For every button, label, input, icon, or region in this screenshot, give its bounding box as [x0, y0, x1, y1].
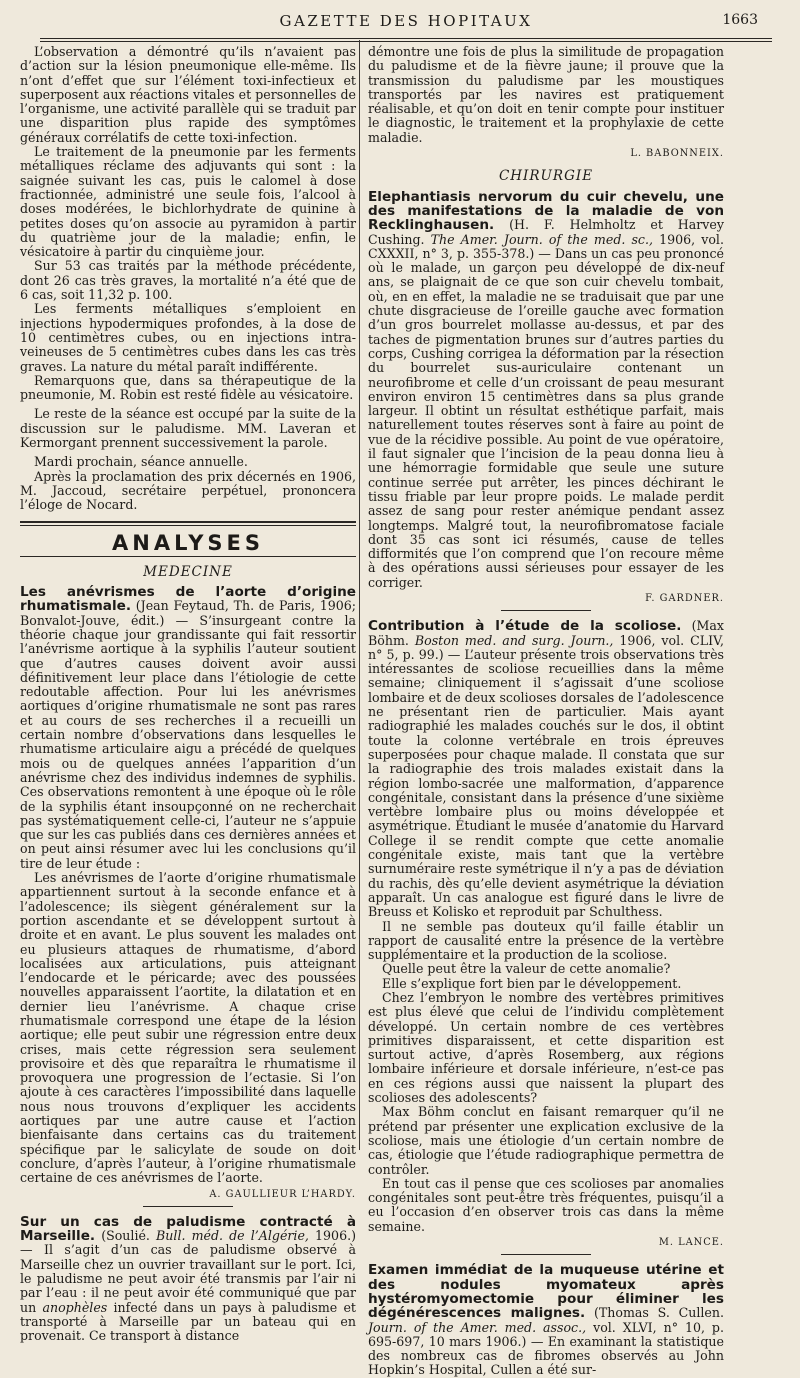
paragraph: Quelle peut être la valeur de cette anomalie? [382, 961, 671, 977]
article-scoliose [368, 619, 724, 919]
article-signature: M. LANCE. [658, 1237, 724, 1249]
article-title: Examen immédiat de la muqueuse utérine et des nodules myomateux après hystéromyomectomie pour éliminer les dégénérescences malignes. [368, 1262, 724, 1322]
subsection-title: MEDECINE [143, 563, 233, 580]
paragraph: Mardi prochain, séance annuelle. [34, 454, 248, 470]
section-rule-thin [20, 525, 356, 526]
paragraph: Elle s’explique fort bien par le développement. [382, 975, 682, 991]
article-elephantiasis [368, 190, 724, 590]
article-source-author: (Thomas S. Cullen. [593, 1305, 724, 1321]
article-title: Sur un cas de paludisme contracté à Marseille. [20, 1213, 356, 1245]
paragraph: Après la proclamation des prix décernés en 1906, M. Jaccoud, secrétaire perpétuel, prononcera l’éloge de Nocard. [20, 468, 356, 513]
journal-title: GAZETTE DES HOPITAUX [279, 12, 533, 30]
article-source-rest: 1906, vol. CXXXII, n° 3, p. 355-378.) — [368, 231, 724, 261]
column-divider [359, 40, 360, 1150]
article-text: En examinant la statistique des nombreux cas de fibromes observés au John Hopkin’s Hospital, Cullen a été sur- [368, 1333, 724, 1378]
subsection-title: CHIRURGIE [498, 168, 594, 185]
article-paludisme [20, 1215, 356, 1344]
section-title: ANALYSES [112, 530, 264, 555]
header-rule-second [40, 41, 772, 42]
section-rule [20, 521, 356, 523]
article-source-journal: The Amer. Journ. of the med. sc., [430, 231, 653, 247]
article-separator [143, 1206, 233, 1207]
paragraph: Max Böhm conclut en faisant remarquer qu’il ne prétend par présenter une explication exclusive de la scoliose, mais une étiologie d’un certain nombre de cas, étiologie que l’étude radiographique permettra de contrôler. [368, 1104, 724, 1177]
paragraph: Le reste de la séance est occupé par la suite de la discussion sur le paludisme. MM. Laveran et Kermorgant prennent successivement la parole. [20, 406, 356, 451]
article-source-rest: 1906.) — [20, 1228, 356, 1258]
article-text: Il s’agit d’un cas de paludisme observé à Marseille chez un ouvrier travaillant sur le port. Ici, le paludisme ne peut avoir été transmis par l’air ni par l’eau : il ne peut avoir été communiqué que par un [20, 1242, 356, 1315]
left-column [20, 45, 356, 1344]
article-text: infecté dans un pays à paludisme et transporté à Marseille par un bateau qui en provenait. Ce transport à distance [20, 1299, 356, 1344]
paragraph: Les ferments métalliques s’emploient en injections hypodermiques profondes, à la dose de 10 centimètres cubes, ou en injections intra-veineuses de 5 centimètres cubes dans les cas très graves. La nature du métal paraît indifférente. [20, 301, 356, 374]
article-source-author: (H. F. Helmholtz et Harvey Cushing. [368, 217, 724, 247]
article-anevrismes [20, 585, 356, 871]
article-source-journal: Bull. méd. de l’Algérie, [156, 1228, 309, 1244]
article-source-author: (Max Böhm. [368, 618, 724, 648]
article-signature: L. BABONNEIX. [630, 148, 724, 160]
article-signature: F. GARDNER. [645, 592, 724, 604]
paragraph: Remarquons que, dans sa thérapeutique de la pneumonie, M. Robin est resté fidèle au vésicatoire. [20, 372, 356, 403]
article-title: Elephantiasis nervorum du cuir chevelu, une des manifestations de la maladie de von Recklinghausen. [368, 188, 724, 234]
paragraph: Il ne semble pas douteux qu’il faille établir un rapport de causalité entre la présence de la vertèbre supplémentaire et la production de la scoliose. [368, 918, 724, 963]
paragraph: Les anévrismes de l’aorte d’origine rhumatismale appartiennent surtout à la seconde enfance et à l’adolescence; ils siègent généralement sur la portion ascendante et se développent surtout à droite et en avant. Le plus souvent les malades ont eu plusieurs attaques de rhumatisme, d’abord localisées aux articulations, puis atteignant l’endocarde et le péricarde; avec des poussées nouvelles apparaissent l’aortite, la dilatation et en dernier lieu l’anévrisme. A chaque crise rhumatismale correspond une étape de la lésion aortique; elle peut subir une régression entre deux crises, mais cette régression sera seulement provisoire et dès que reparaîtra le rhumatisme il provoquera une progression de l’ectasie. Si l’on ajoute à ces caractères l’impossibilité dans laquelle nous nous trouvons d’expliquer les accidents aortiques par une autre cause et l’action bienfaisante dans certains cas du traitement spécifique par le salicylate de soude on doit conclure, d’après l’auteur, à l’origine rhumatismale certaine de ces anévrismes de l’aorte. [20, 870, 356, 1186]
paragraph: Le traitement de la pneumonie par les ferments métalliques réclame des adjuvants qui sont : la saignée suivant les cas, puis le calomel à dose fractionnée, administré une seule fois, l’alcool à doses modérées, le bichlorhydrate de quinine à petites doses qu’on associe au pyramidon à partir du quatrième jour de la maladie; enfin, le vésicatoire à partir du cinquième jour. [20, 144, 356, 260]
article-text-italic: anophèles [42, 1299, 108, 1315]
header-rule [40, 38, 772, 39]
paragraph: démontre une fois de plus la similitude de propagation du paludisme et de la fièvre jaune; il prouve que la transmission du paludisme par les moustiques transportés par les navires est pratiquement réalisable, et qu’on doit en tenir compte pour instituer le diagnostic, le traitement et la prophylaxie de cette maladie. [368, 44, 724, 145]
article-title: Les anévrismes de l’aorte d’origine rhumatismale. [20, 584, 356, 615]
article-source-journal: Journ. of the Amer. med. assoc., [368, 1319, 587, 1335]
article-text: Dans un cas peu prononcé où le malade, un garçon peu développé de dix-neuf ans, se plaignait de ce que son cuir chevelu tombait, où, en en effet, la maladie ne se traduisait que par une chute disgracieuse de l’oreille gauche avec formation d’un gros bourrelet mollasse au-dessus, et par des taches de pigmentation brunes sur d’autres parties du corps, Cushing corrigea la déformation par la résection du bourrelet sus-auriculaire contenant un neurofibrome et celle d’un croissant de peau mesurant environ environ 15 centimètres dans sa plus grande largeur. Il obtint un résultat esthétique parfait, mais naturellement toutes réserves sont à faire au point de vue de la récidive possible. Au point de vue opératoire, il faut signaler que l’incision de la peau donna lieu à une hémorragie formidable que seule une suture continue serrée put arrêter, les pinces déchirant le tissu friable par leur propre poids. Le malade perdit assez de sang pour rester anémique pendant assez longtemps. Malgré tout, la neurofibromatose faciale dont 35 cas sont ici résumés, cause de telles difformités que l’on comprend que l’on recoure même à des opérations aussi sérieuses pour essayer de les corriger. [368, 245, 724, 590]
paragraph: L’observation a démontré qu’ils n’avaient pas d’action sur la lésion pneumonique elle-même. Ils n’ont d’effet que sur l’élément toxi-infectieux et superposent aux réactions vitales et personnelles de l’organisme, une activité parallèle qui se traduit par une disparition plus rapide des symptômes généraux corrélatifs de cette toxi-infection. [20, 44, 356, 145]
article-source-rest: vol. XLVI, n° 10, p. 695-697, 10 mars 1906.) — [368, 1319, 724, 1349]
paragraph: Chez l’embryon le nombre des vertèbres primitives est plus élevé que celui de l’individu complètement développé. Un certain nombre de ces vertèbres primitives disparaissent, et cette disparition est surtout active, d’après Rosemberg, aux régions lombaire inférieure et dorsale inférieure, n’est-ce pas en ces régions aussi que naissent la plupart des scolioses des adolescents? [368, 990, 724, 1106]
paragraph: Sur 53 cas traités par la méthode précédente, dont 26 cas très graves, la mortalité n’a été que de 6 cas, soit 11,32 p. 100. [20, 258, 356, 303]
article-signature: A. GAULLIEUR L’HARDY. [209, 1188, 356, 1200]
section-rule-thin [20, 556, 356, 557]
article-separator [501, 1254, 591, 1255]
article-separator [501, 610, 591, 611]
article-text: S’insurgeant contre la théorie chaque jour grandissante qui fait ressortir l’anévrisme aortique à la syphilis l’auteur soutient que d’autres causes doivent avoir aussi définitivement leur place dans l’étiologie de cette redoutable affection. Pour lui les anévrismes aortiques d’origine rhumatismale ne sont pas rares et au cours de ses recherches il a recueilli un certain nombre d’observations dans lesquelles le rhumatisme articulaire aigu a précédé de quelques mois ou de quelques années l’apparition d’un anévrisme chez des individus indemnes de syphilis. Ces observations remontent à une époque où le rôle de la syphilis étant insoupçonné on ne recherchait pas systématiquement celle-ci, l’auteur ne s’appuie que sur les cas publiés dans ces dernières années et on peut ainsi résumer avec lui les conclusions qu’il tire de leur étude : [20, 612, 356, 871]
article-source-journal: Boston med. and surg. Journ., [414, 632, 614, 648]
page-number: 1663 [722, 12, 758, 28]
article-source-rest: 1906, vol. CLIV, n° 5, p. 99.) — [368, 632, 724, 662]
paragraph: En tout cas il pense que ces scolioses par anomalies congénitales sont peut-être très fréquentes, puisqu’il a eu l’occasion d’en observer trois cas dans la même semaine. [368, 1175, 724, 1234]
right-column [368, 45, 724, 1378]
article-title: Contribution à l’étude de la scoliose. [368, 618, 682, 635]
article-examen [368, 1263, 724, 1377]
article-text: L’auteur présente trois observations très intéressantes de scoliose recueillies dans la même semaine; cliniquement il s’agissait d’une scoliose lombaire et de deux scolioses dorsales de l’adolescence ne présentant rien de particulier. Mais ayant radiographié les malades couchés sur le dos, il obtint toute la colonne vertébrale en trois épreuves superposées pour chaque malade. Il constata que sur la radiographie des trois malades existait dans la région lombo-sacrée une malformation, d’apparence congénitale, consistant dans la présence d’une sixième vertèbre lombaire plus ou moins développée et asymétrique. Étudiant le musée d’anatomie du Harvard College il se rendit compte que cette anomalie congénitale existe, mais tant que la vertèbre surnuméraire reste symétrique il n’y a pas de déviation du rachis, dès qu’elle devient asymétrique la déviation apparaît. Un cas analogue est figuré dans le livre de Breuss et Kolisko et reproduit par Schulthess. [368, 646, 724, 920]
article-source-author: (Soulié. [101, 1228, 150, 1244]
page-header [40, 8, 772, 38]
article-source: (Jean Feytaud, Th. de Paris, 1906; Bonvalot-Jouve, édit.) — [20, 598, 356, 628]
